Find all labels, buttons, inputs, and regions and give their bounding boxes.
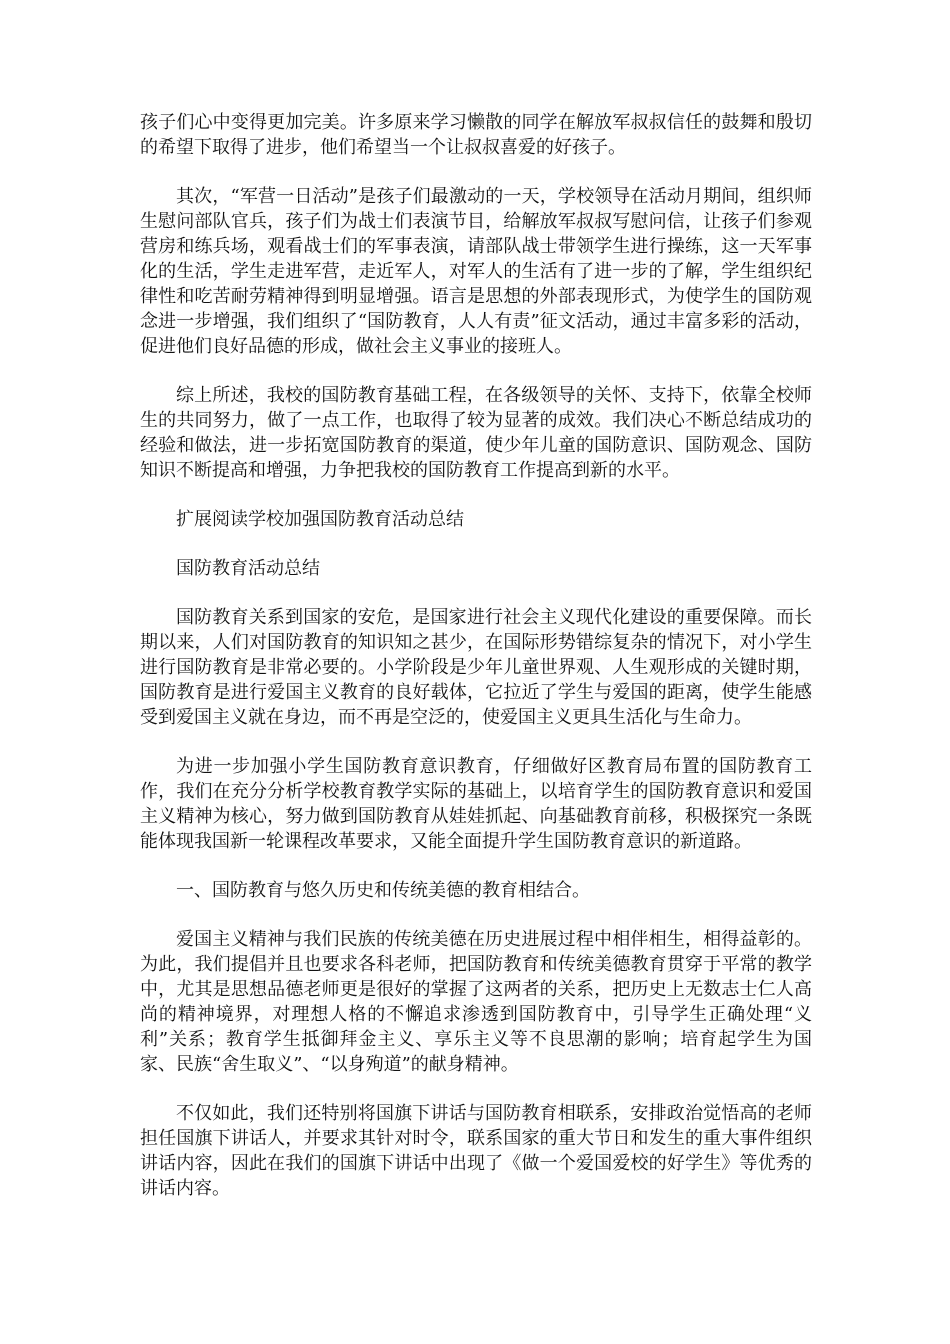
extended-reading-title: 扩展阅读学校加强国防教育活动总结 [176, 509, 464, 530]
section-title: 国防教育活动总结 [176, 558, 320, 579]
subsection-heading-1: 一、国防教育与悠久历史和传统美德的教育相结合。 [176, 880, 590, 901]
paragraph-tradition: 爱国主义精神与我们民族的传统美德在历史进展过程中相伴相生，相得益彰的。为此，我们提倡并且也要求各科老师，把国防教育和传统美德教育贯穿于平常的教学中，尤其是思想品德老师更是很好的掌握了这两者的关系，把历史上无数志士仁人高尚的精神境界，对理想人格的不懈追求渗透到国防教育中，引导学生正确处理“义利”关系；教育学生抵御拜金主义、享乐主义等不良思潮的影响；培育起学生为国家、民族“舍生取义”、“以身殉道”的献身精神。 [140, 929, 812, 1075]
paragraph-summary: 综上所述，我校的国防教育基础工程，在各级领导的关怀、支持下，依靠全校师生的共同努力，做了一点工作，也取得了较为显著的成效。我们决心不断总结成功的经验和做法，进一步拓宽国防教育的渠道，使少年儿童的国防意识、国防观念、国防知识不断提高和增强，力争把我校的国防教育工作提高到新的水平。 [140, 385, 812, 481]
paragraph-importance: 国防教育关系到国家的安危，是国家进行社会主义现代化建设的重要保障。而长期以来，人们对国防教育的知识知之甚少，在国际形势错综复杂的情况下，对小学生进行国防教育是非常必要的。小学阶段是少年儿童世界观、人生观形成的关键时期，国防教育是进行爱国主义教育的良好载体，它拉近了学生与爱国的距离，使学生能感受到爱国主义就在身边，而不再是空泛的，使爱国主义更具生活化与生命力。 [140, 607, 812, 728]
document-page [140, 110, 812, 1225]
paragraph-military-camp-day: 其次，“军营一日活动”是孩子们最激动的一天，学校领导在活动月期间，组织师生慰问部队官兵，孩子们为战士们表演节目，给解放军叔叔写慰问信，让孩子们参观营房和练兵场，观看战士们的军事表演，请部队战士带领学生进行操练，这一天军事化的生活，学生走进军营，走近军人，对军人的生活有了进一步的了解，学生组织纪律性和吃苦耐劳精神得到明显增强。语言是思想的外部表现形式，为使学生的国防观念进一步增强，我们组织了“国防教育，人人有责”征文活动，通过丰富多彩的活动，促进他们良好品德的形成，做社会主义事业的接班人。 [140, 186, 812, 357]
paragraph-continuation: 孩子们心中变得更加完美。许多原来学习懒散的同学在解放军叔叔信任的鼓舞和殷切的希望下取得了进步，他们希望当一个让叔叔喜爱的好孩子。 [140, 112, 812, 158]
paragraph-flag-speech: 不仅如此，我们还特别将国旗下讲话与国防教育相联系，安排政治觉悟高的老师担任国旗下讲话人，并要求其针对时令，联系国家的重大节日和发生的重大事件组织讲话内容，因此在我们的国旗下讲话中出现了《做一个爱国爱校的好学生》等优秀的讲话内容。 [140, 1103, 812, 1199]
paragraph-strengthen: 为进一步加强小学生国防教育意识教育，仔细做好区教育局布置的国防教育工作，我们在充分分析学校教育教学实际的基础上，以培育学生的国防教育意识和爱国主义精神为核心，努力做到国防教育从娃娃抓起、向基础教育前移，积极探究一条既能体现我国新一轮课程改革要求，又能全面提升学生国防教育意识的新道路。 [140, 756, 812, 852]
